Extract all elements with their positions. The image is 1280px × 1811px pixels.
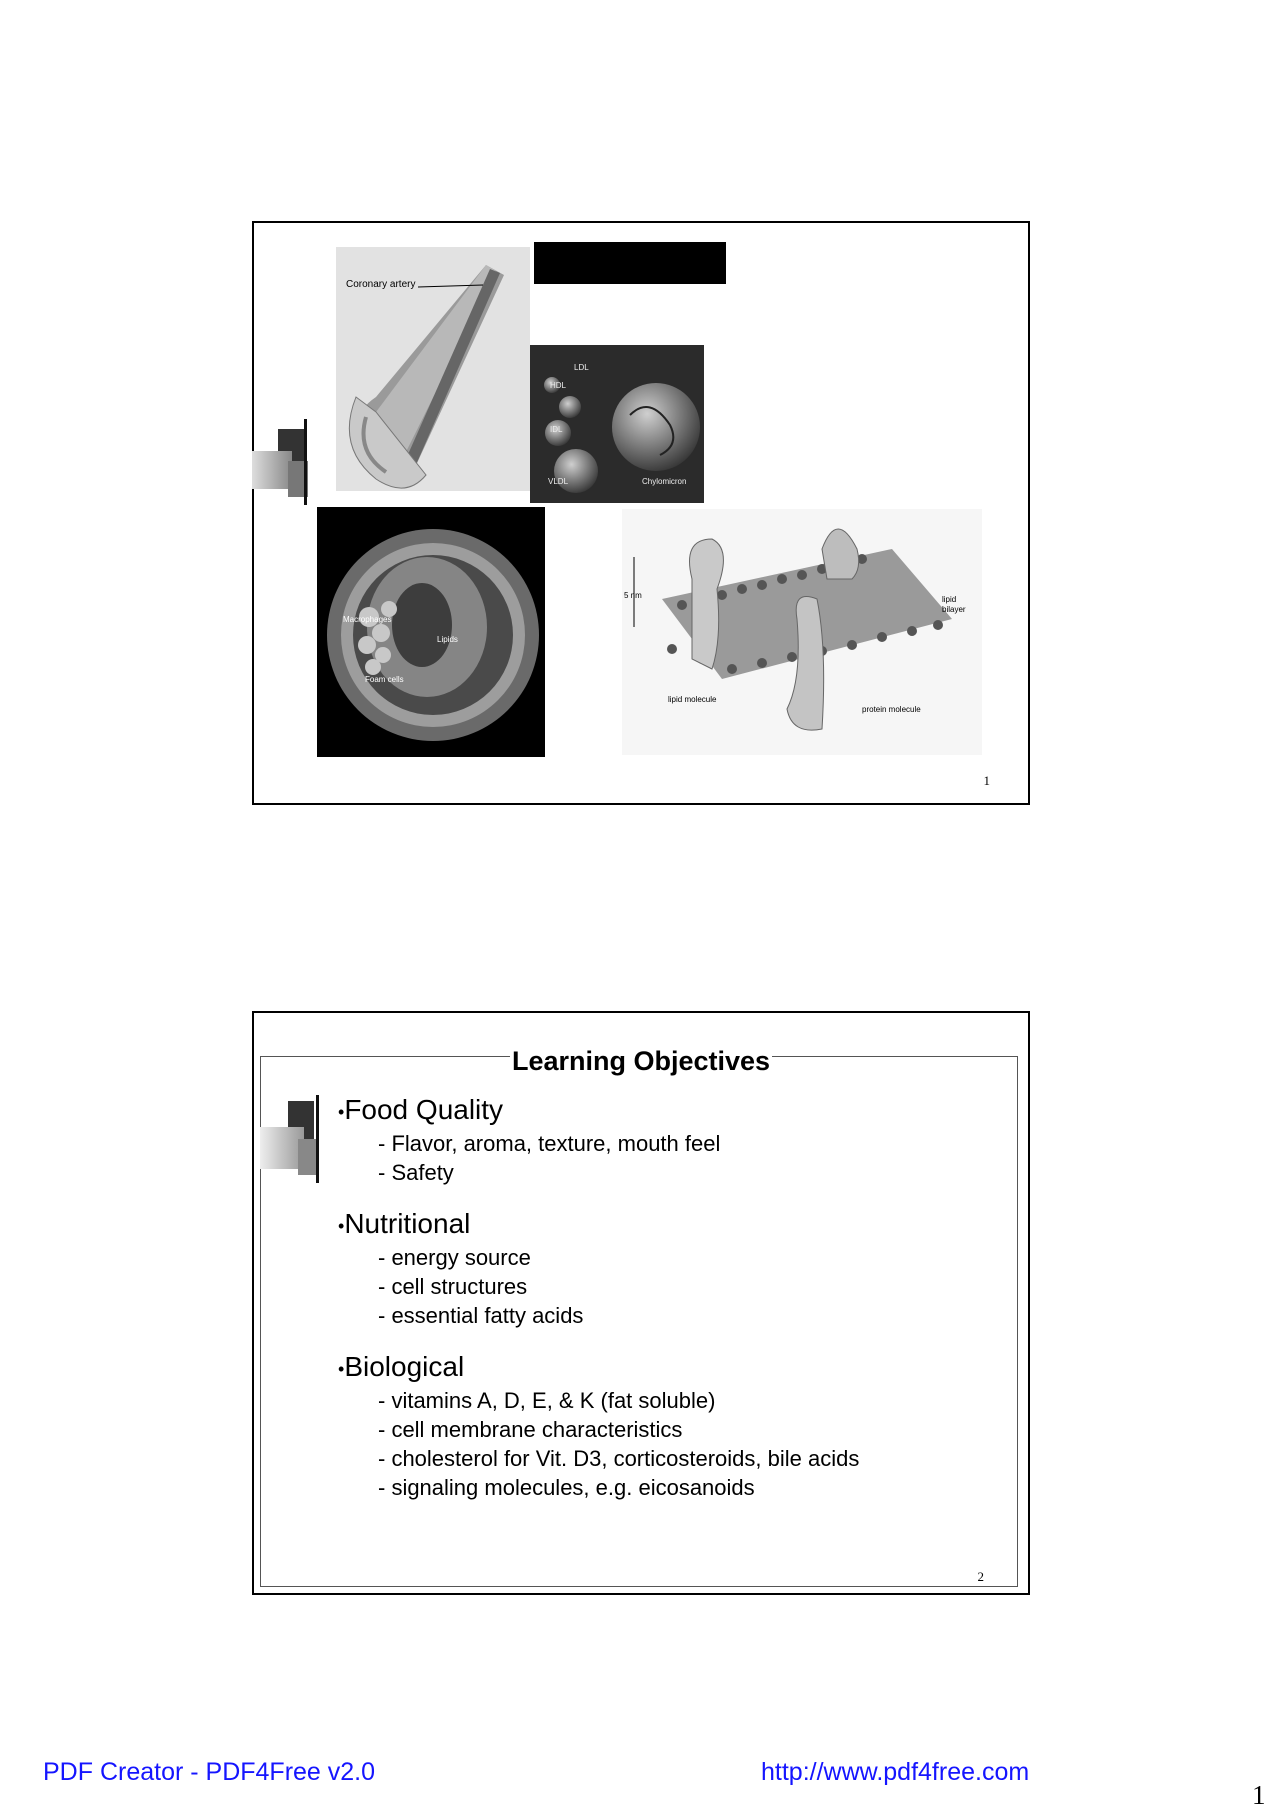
lipoprotein-label-chylomicron: Chylomicron — [642, 477, 687, 486]
objective-section-food-quality — [338, 1093, 978, 1187]
objective-item: - energy source — [378, 1245, 531, 1270]
artery-plaque-image — [317, 507, 545, 757]
redacted-title-box — [534, 242, 726, 284]
plaque-label-foam-cells: Foam cells — [365, 675, 404, 684]
slide-title — [254, 1046, 1028, 1077]
objective-item: - vitamins A, D, E, & K (fat soluble) — [378, 1388, 716, 1413]
objectives-list — [338, 1093, 978, 1522]
pdf4free-url-link[interactable]: http://www.pdf4free.com — [761, 1758, 1030, 1786]
pdf-creator-link[interactable]: PDF Creator - PDF4Free v2.0 — [43, 1758, 376, 1786]
objective-heading — [338, 1350, 978, 1384]
objective-heading-text: Food Quality — [344, 1094, 504, 1125]
membrane-label-lipid: lipid molecule — [668, 695, 717, 704]
membrane-label-protein: protein molecule — [862, 705, 921, 714]
objective-item: - Safety — [378, 1160, 454, 1185]
plaque-label-lipids: Lipids — [437, 635, 458, 644]
slide-number: 1 — [983, 773, 990, 788]
plaque-label-macrophages: Macrophages — [343, 615, 392, 624]
objective-item: - signaling molecules, e.g. eicosanoids — [378, 1475, 755, 1500]
slide-number: 2 — [977, 1569, 984, 1584]
lipoprotein-image — [530, 345, 704, 503]
objective-section-biological — [338, 1350, 978, 1502]
objective-item: - cell structures — [378, 1274, 528, 1299]
objective-heading-text: Biological — [344, 1351, 465, 1382]
objective-item: - cell membrane characteristics — [378, 1417, 683, 1442]
objective-item: - essential fatty acids — [378, 1303, 584, 1328]
slide-decoration — [252, 419, 314, 505]
artery-label: Coronary artery — [346, 279, 416, 290]
lipoprotein-label-vldl: VLDL — [548, 477, 569, 486]
objective-section-nutritional — [338, 1207, 978, 1330]
objective-heading — [338, 1093, 978, 1127]
objective-item: - cholesterol for Vit. D3, corticosteroids, bile acids — [378, 1446, 860, 1471]
objective-item: - Flavor, aroma, texture, mouth feel — [378, 1131, 721, 1156]
membrane-label-scale: 5 nm — [624, 591, 642, 600]
slide-title-text: Learning Objectives — [511, 1046, 771, 1076]
bullet-dot: • — [338, 1216, 345, 1236]
objective-heading-text: Nutritional — [344, 1208, 471, 1239]
lipoprotein-label-ldl: LDL — [574, 363, 589, 372]
slide-1 — [252, 221, 1030, 805]
page-number: 1 — [1252, 1780, 1266, 1810]
coronary-artery-image — [336, 247, 530, 491]
bullet-dot: • — [338, 1102, 345, 1122]
slide-decoration — [260, 1095, 322, 1183]
slide-2 — [252, 1011, 1030, 1595]
bullet-dot: • — [338, 1359, 345, 1379]
cell-membrane-image — [622, 509, 982, 755]
objective-heading — [338, 1207, 978, 1241]
lipoprotein-label-idl: IDL — [550, 425, 563, 434]
membrane-label-bilayer: lipid bilayer — [942, 595, 966, 614]
lipoprotein-label-hdl: HDL — [550, 381, 567, 390]
